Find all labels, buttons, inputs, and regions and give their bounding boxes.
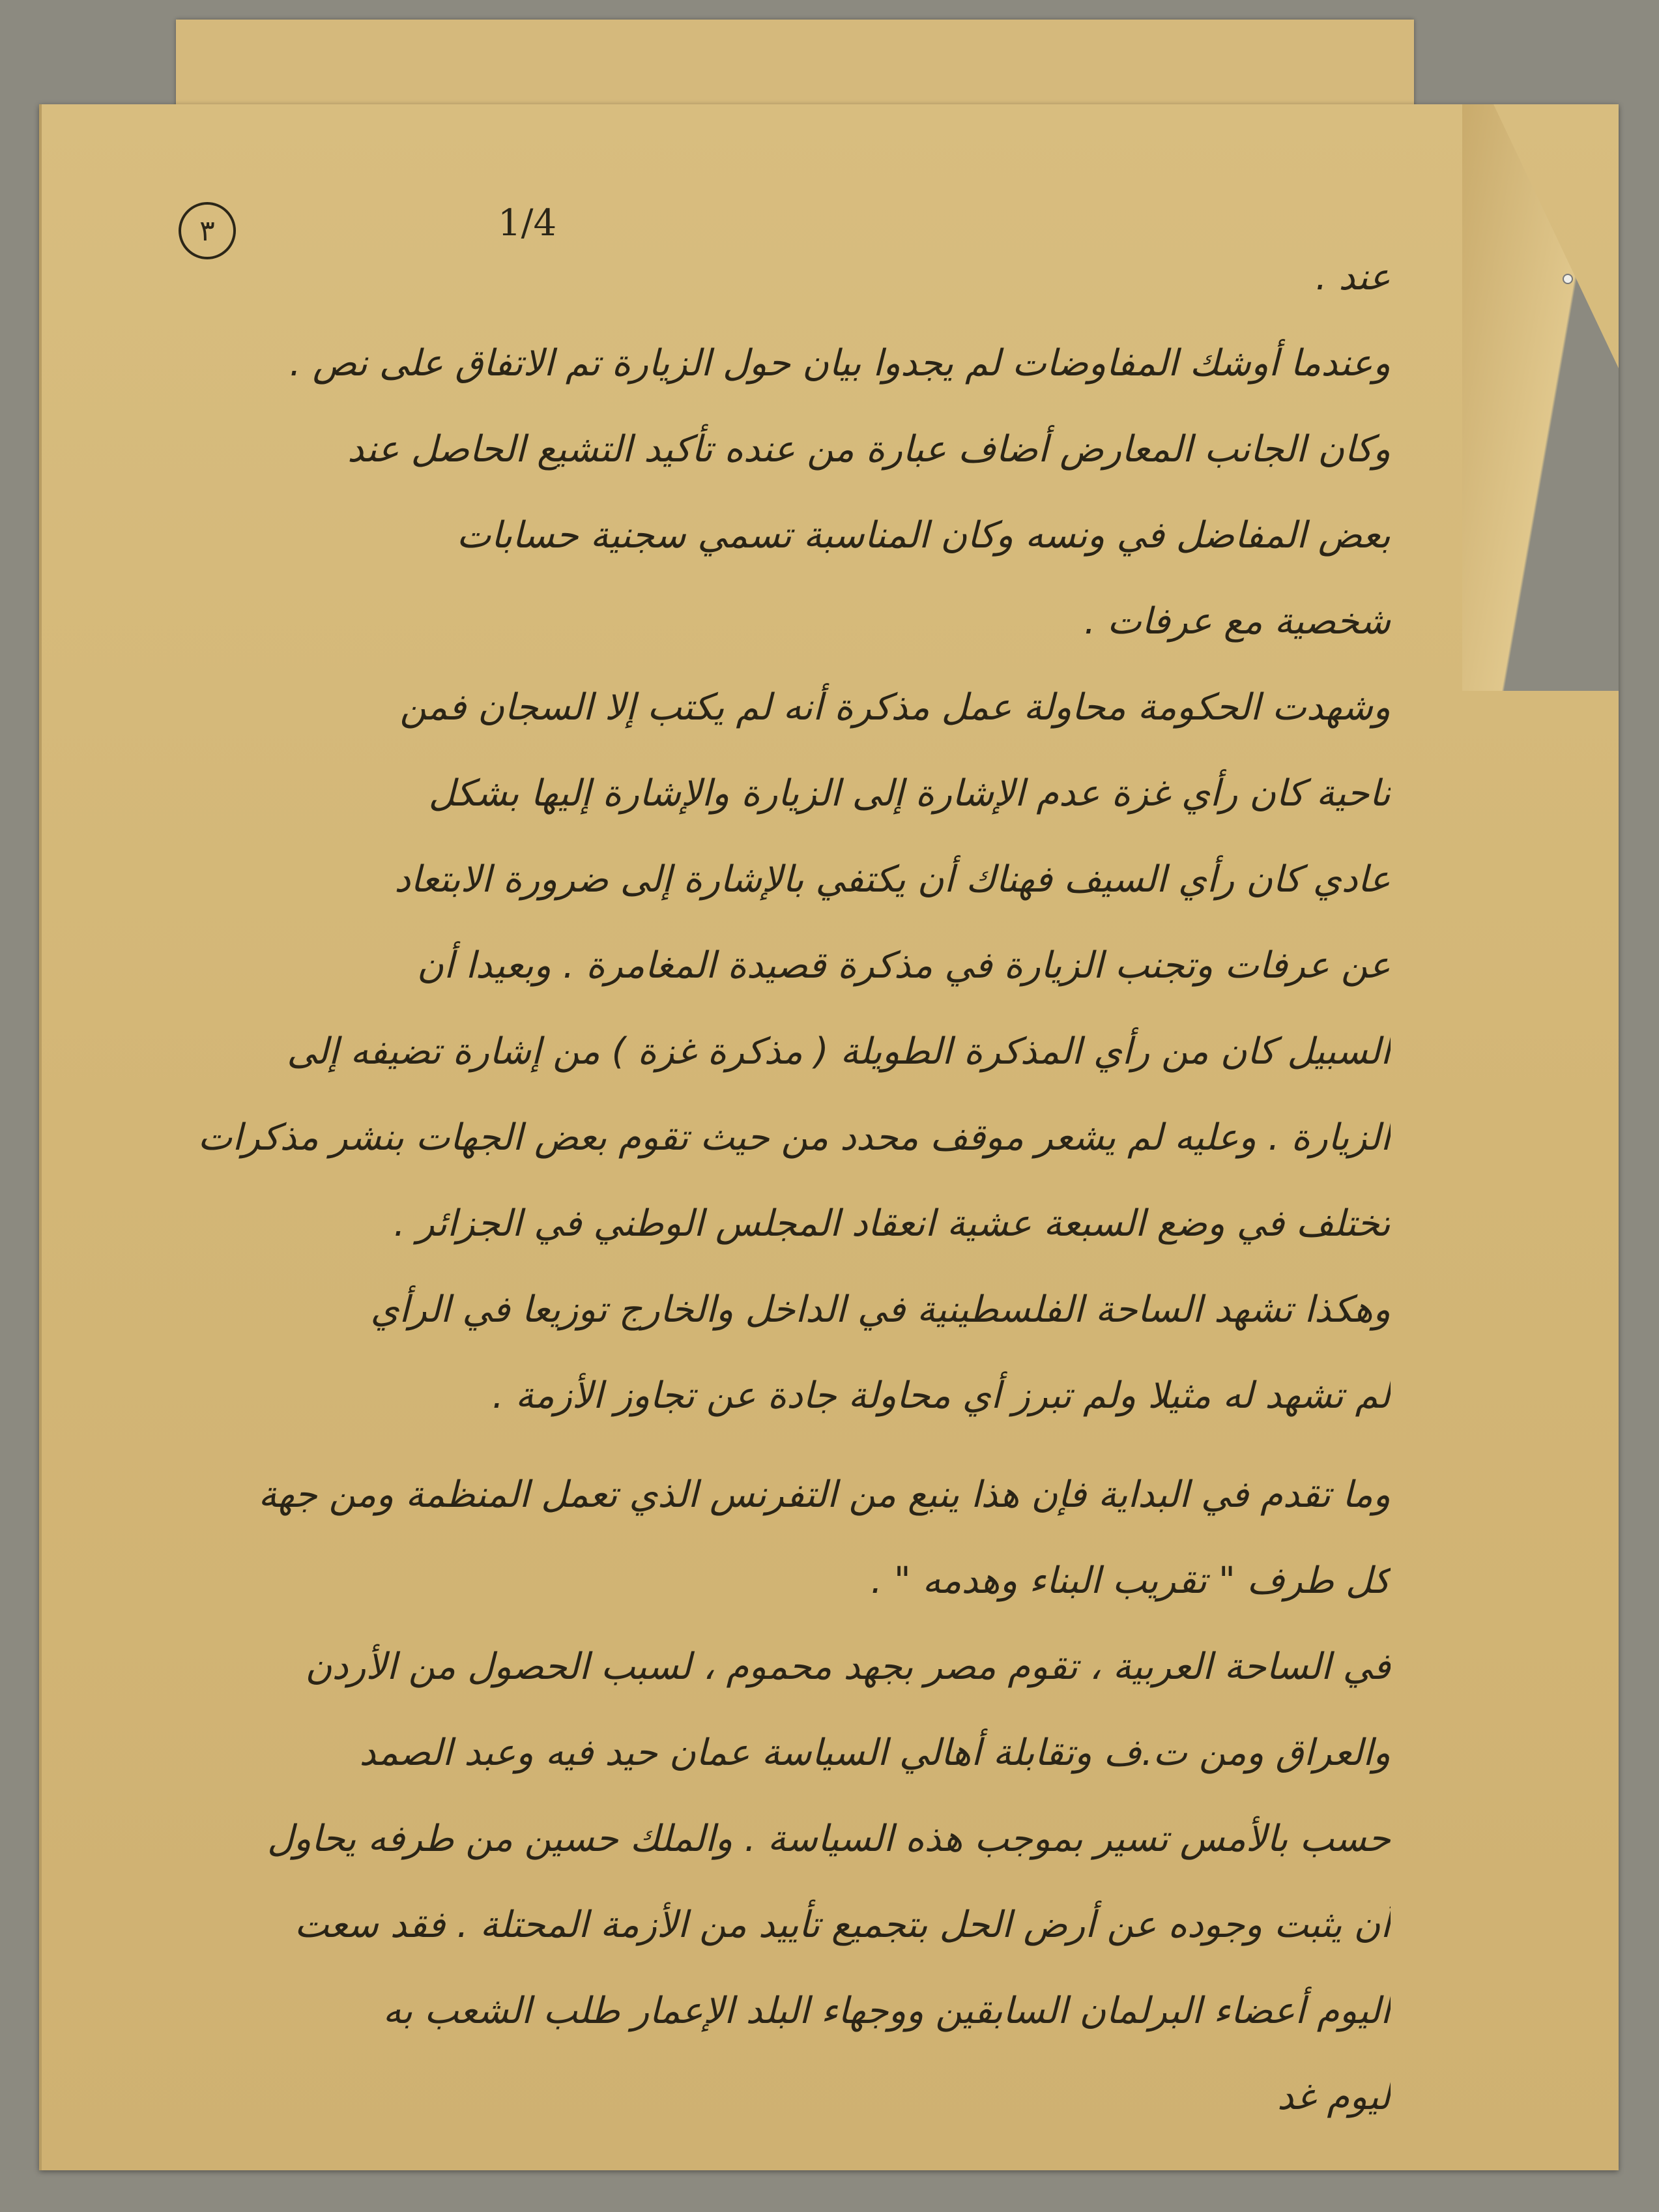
text-line: ناحية كان رأي غزة عدم الإشارة إلى الزيارة والإشارة إليها بشكل bbox=[428, 772, 1391, 815]
text-line: وهكذا تشهد الساحة الفلسطينية في الداخل والخارج توزيعا في الرأي bbox=[370, 1288, 1391, 1331]
text-line: اليوم أعضاء البرلمان السابقين ووجهاء البلد الإعمار طلب الشعب به bbox=[382, 1990, 1391, 2032]
text-line: في الساحة العربية ، تقوم مصر بجهد محموم ، لسبب الحصول من الأردن bbox=[305, 1646, 1391, 1688]
text-line: لم تشهد له مثيلا ولم تبرز أي محاولة جادة عن تجاوز الأزمة . bbox=[492, 1375, 1391, 1417]
text-line: شخصية مع عرفات . bbox=[1084, 600, 1391, 643]
text-line: تختلف في وضع السبعة عشية انعقاد المجلس الوطني في الجزائر . bbox=[393, 1202, 1391, 1245]
text-line: كل طرف " تقريب البناء وهدمه " . bbox=[871, 1560, 1391, 1602]
folded-corner bbox=[1462, 104, 1619, 691]
circled-number: ٣ bbox=[179, 202, 236, 259]
text-line: السبيل كان من رأي المذكرة الطويلة ( مذكرة غزة ) من إشارة تضيفه إلى bbox=[287, 1030, 1391, 1073]
text-line: عادي كان رأي السيف فهناك أن يكتفي بالإشارة إلى ضرورة الابتعاد bbox=[394, 858, 1391, 901]
text-line: عند . bbox=[1315, 256, 1391, 298]
page-number: 1/4 bbox=[498, 202, 557, 244]
text-line: وكان الجانب المعارض أضاف عبارة من عنده تأكيد التشيع الحاصل عند bbox=[347, 428, 1391, 471]
text-line: أن يثبت وجوده عن أرض الحل بتجميع تأييد من الأزمة المحتلة . فقد سعت bbox=[294, 1904, 1391, 1946]
text-line: والعراق ومن ت.ف وتقابلة أهالي السياسة عمان حيد فيه وعبد الصمد bbox=[359, 1732, 1391, 1774]
text-line: وما تقدم في البداية فإن هذا ينبع من التفرنس الذي تعمل المنظمة ومن جهة bbox=[258, 1474, 1391, 1516]
pin-mark bbox=[1563, 274, 1573, 284]
text-line: بعض المفاضل في ونسه وكان المناسبة تسمي سجنية حسابات bbox=[456, 514, 1391, 557]
text-line: وعندما أوشك المفاوضات لم يجدوا بيان حول الزيارة تم الاتفاق على نص . bbox=[289, 342, 1391, 385]
text-line: وشهدت الحكومة محاولة عمل مذكرة أنه لم يكتب إلا السجان فمن bbox=[399, 686, 1391, 729]
text-line: ليوم غد bbox=[1277, 2076, 1391, 2118]
text-line: حسب بالأمس تسير بموجب هذه السياسة . والملك حسين من طرفه يحاول bbox=[267, 1818, 1391, 1860]
handwritten-text bbox=[120, 235, 1391, 2140]
document-page bbox=[39, 104, 1619, 2170]
text-line: عن عرفات وتجنب الزيارة في مذكرة قصيدة المغامرة . وبعيدا أن bbox=[416, 944, 1391, 987]
text-line: الزيارة . وعليه لم يشعر موقف محدد من حيث تقوم بعض الجهات بنشر مذكرات bbox=[197, 1116, 1391, 1159]
